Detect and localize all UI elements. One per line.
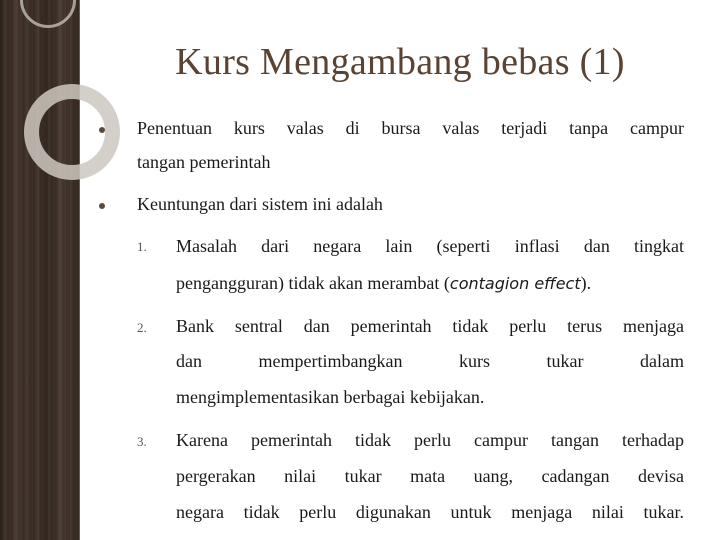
item-2-line-2: dan mempertimbangkan kurs tukar dalam — [176, 351, 684, 371]
item-1-line-2 — [176, 273, 591, 294]
item-2-line-3: mengimplementasikan berbagai kebijakan. — [176, 387, 485, 407]
item-1-line-2-end: ). — [580, 273, 592, 293]
bullet-dot — [99, 203, 105, 209]
item-2-line-1: Bank sentral dan pemerintah tidak perlu terus menjaga — [176, 316, 684, 336]
item-1-line-1: Masalah dari negara lain (seperti inflasi dan tingkat — [176, 236, 684, 256]
list-number-2: 2. — [137, 320, 147, 335]
slide-title: Kurs Mengambang bebas (1) — [175, 41, 625, 83]
item-1-italic-term: contagion effect — [449, 274, 581, 293]
bullet-1-line-2: tangan pemerintah — [137, 152, 271, 172]
item-1-line-2-text: pengangguran) tidak akan merambat ( — [176, 273, 450, 293]
item-3-line-1: Karena pemerintah tidak perlu campur tangan terhadap — [176, 430, 684, 450]
bullet-2-line-1: Keuntungan dari sistem ini adalah — [137, 194, 383, 214]
item-3-line-2: pergerakan nilai tukar mata uang, cadangan devisa — [176, 466, 684, 486]
item-3-line-3: negara tidak perlu digunakan untuk menjaga nilai tukar. — [176, 502, 684, 522]
list-number-3: 3. — [137, 434, 147, 449]
list-number-1: 1. — [137, 239, 147, 254]
bullet-dot — [99, 127, 105, 133]
bullet-1-line-1: Penentuan kurs valas di bursa valas terjadi tanpa campur — [137, 118, 684, 138]
